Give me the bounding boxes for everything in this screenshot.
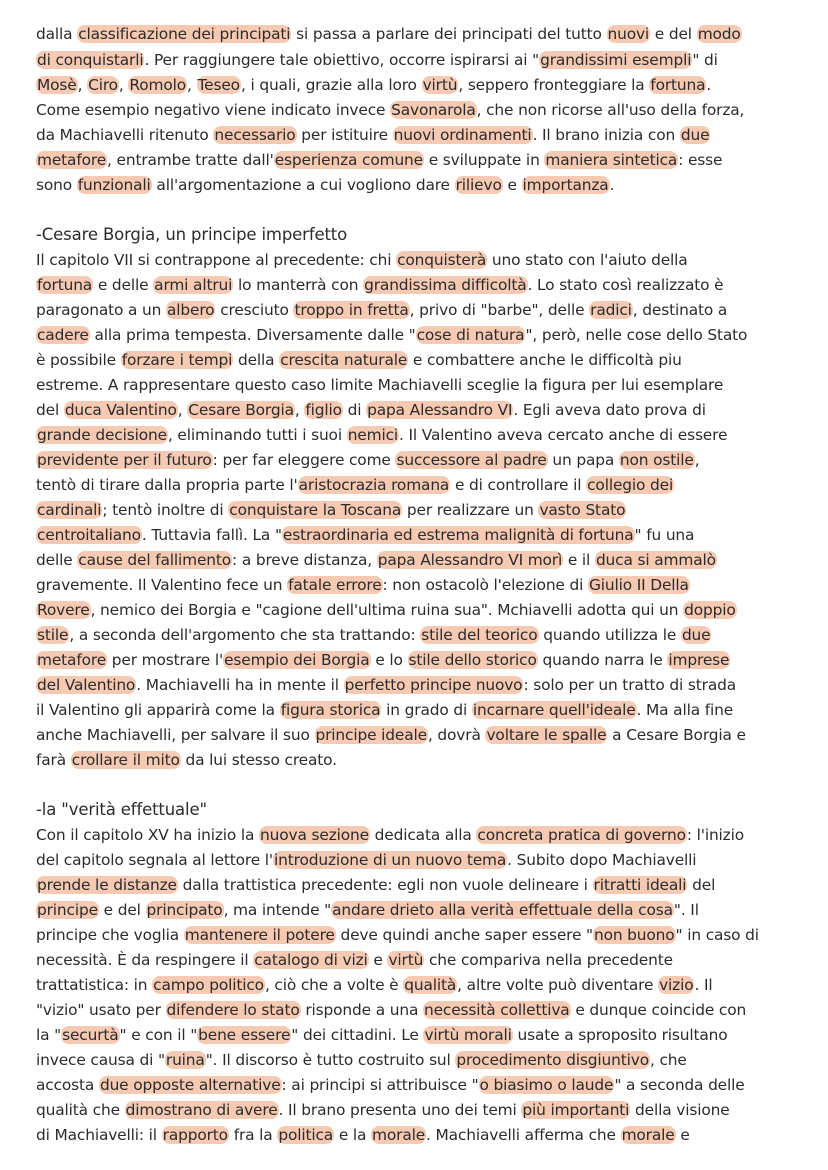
highlighted-keyword: metafore bbox=[37, 651, 107, 669]
highlighted-keyword: vizio bbox=[659, 976, 694, 994]
text-run: , bbox=[294, 401, 305, 419]
highlighted-keyword: mantenere il potere bbox=[184, 926, 335, 944]
text-run: principe che voglia bbox=[36, 926, 184, 944]
highlighted-keyword: esperienza comune bbox=[274, 151, 423, 169]
text-run: della visione bbox=[630, 1101, 730, 1119]
highlighted-keyword: Savonarola bbox=[391, 101, 476, 119]
highlighted-keyword: rilievo bbox=[455, 176, 502, 194]
text-run: : solo per un tratto di strada bbox=[523, 676, 737, 694]
text-run: . bbox=[609, 176, 615, 194]
highlighted-keyword: cause del fallimento bbox=[78, 551, 232, 569]
highlighted-keyword: due opposte alternative bbox=[99, 1076, 281, 1094]
text-line bbox=[36, 323, 747, 347]
highlighted-keyword: cose di natura bbox=[416, 326, 525, 344]
text-line bbox=[36, 923, 759, 947]
text-run: -la "verità effettuale" bbox=[36, 800, 207, 819]
text-line bbox=[36, 498, 626, 522]
text-run: accosta bbox=[36, 1076, 99, 1094]
text-line bbox=[36, 898, 699, 922]
highlighted-keyword: armi altrui bbox=[154, 276, 233, 294]
text-run: . Egli aveva dato prova di bbox=[513, 401, 706, 419]
highlighted-keyword: necessità collettiva bbox=[423, 1001, 570, 1019]
highlighted-keyword: duca si ammalò bbox=[595, 551, 716, 569]
highlighted-keyword: ruina bbox=[165, 1051, 205, 1069]
highlighted-keyword: catalogo di vizi bbox=[254, 951, 368, 969]
text-line bbox=[36, 523, 694, 547]
text-line bbox=[36, 148, 722, 172]
highlighted-keyword: necessario bbox=[214, 126, 296, 144]
highlighted-keyword: esempio dei Borgia bbox=[224, 651, 370, 669]
highlighted-keyword: duca Valentino bbox=[64, 401, 177, 419]
text-line bbox=[36, 273, 723, 297]
highlighted-keyword: stile bbox=[37, 626, 69, 644]
text-line bbox=[36, 948, 673, 972]
highlighted-keyword: virtù morali bbox=[424, 1026, 512, 1044]
highlighted-keyword: nemici bbox=[347, 426, 399, 444]
highlighted-keyword: difendere lo stato bbox=[166, 1001, 300, 1019]
text-run: di bbox=[342, 401, 367, 419]
text-run: cresciuto bbox=[215, 301, 294, 319]
highlighted-keyword: figura storica bbox=[280, 701, 381, 719]
highlighted-keyword: Mosè bbox=[37, 76, 77, 94]
text-run: , nemico dei Borgia e "cagione dell'ultima ruina sua". Mchiavelli adotta qui un bbox=[90, 601, 684, 619]
text-run: , ciò che a volte è bbox=[264, 976, 404, 994]
text-run: , che bbox=[649, 1051, 687, 1069]
text-run: e bbox=[502, 176, 522, 194]
highlighted-keyword: concreta pratica di governo bbox=[477, 826, 686, 844]
text-run: " dei cittadini. Le bbox=[291, 1026, 424, 1044]
text-run: che compariva nella precedente bbox=[424, 951, 673, 969]
highlighted-keyword: modo bbox=[697, 25, 741, 43]
highlighted-keyword: previdente per il futuro bbox=[37, 451, 212, 469]
highlighted-keyword: importanza bbox=[522, 176, 609, 194]
highlighted-keyword: nuova sezione bbox=[260, 826, 369, 844]
text-run: dalla trattistica precedente: egli non vuole delineare i bbox=[177, 876, 593, 894]
text-run: " fu una bbox=[634, 526, 695, 544]
text-run: si passa a parlare dei principati del tutto bbox=[291, 25, 607, 43]
text-run: all'argomentazione a cui vogliono dare bbox=[151, 176, 455, 194]
text-run: Il capitolo VII si contrappone al precedente: chi bbox=[36, 251, 397, 269]
text-run: , dovrà bbox=[427, 726, 486, 744]
text-run: qualità che bbox=[36, 1101, 125, 1119]
text-run: usate a sproposito risultano bbox=[512, 1026, 728, 1044]
highlighted-keyword: principe bbox=[37, 901, 98, 919]
text-run: tentò di tirare dalla propria parte l' bbox=[36, 476, 298, 494]
highlighted-keyword: bene essere bbox=[198, 1026, 291, 1044]
text-run: ". Il discorso è tutto costruito sul bbox=[205, 1051, 456, 1069]
highlighted-keyword: conquisterà bbox=[397, 251, 487, 269]
highlighted-keyword: o biasimo o laude bbox=[479, 1076, 614, 1094]
text-run: e del bbox=[98, 901, 146, 919]
text-line bbox=[36, 48, 718, 72]
text-line bbox=[36, 573, 690, 597]
highlighted-keyword: Rovere bbox=[37, 601, 90, 619]
highlighted-keyword: papa Alessandro VI morì bbox=[377, 551, 563, 569]
text-run: . Lo stato così realizzato è bbox=[527, 276, 724, 294]
highlighted-keyword: non ostile bbox=[619, 451, 694, 469]
highlighted-keyword: conquistare la Toscana bbox=[229, 501, 402, 519]
text-run: "vizio" usato per bbox=[36, 1001, 166, 1019]
highlighted-keyword: figlio bbox=[305, 401, 342, 419]
text-line bbox=[36, 723, 746, 747]
text-line bbox=[36, 973, 712, 997]
text-run: . Il bbox=[694, 976, 713, 994]
text-run: " in caso di bbox=[675, 926, 759, 944]
text-run: la " bbox=[36, 1026, 62, 1044]
highlighted-keyword: nuovi bbox=[607, 25, 650, 43]
text-line bbox=[36, 348, 682, 372]
text-run: ", però, nelle cose dello Stato bbox=[525, 326, 748, 344]
text-run: uno stato con l'aiuto della bbox=[487, 251, 688, 269]
highlighted-keyword: troppo in fretta bbox=[294, 301, 409, 319]
text-run: paragonato a un bbox=[36, 301, 166, 319]
text-run: sono bbox=[36, 176, 77, 194]
text-line bbox=[36, 673, 736, 697]
text-run: , bbox=[694, 451, 700, 469]
highlighted-keyword: metafore bbox=[37, 151, 107, 169]
text-run: Come esempio negativo viene indicato invece bbox=[36, 101, 391, 119]
text-run: e bbox=[368, 951, 388, 969]
highlighted-keyword: Ciro bbox=[88, 76, 118, 94]
text-run: un papa bbox=[547, 451, 619, 469]
text-run: per realizzare un bbox=[402, 501, 539, 519]
text-run: per mostrare l' bbox=[107, 651, 224, 669]
highlighted-keyword: due bbox=[680, 126, 710, 144]
text-line bbox=[36, 423, 727, 447]
text-run: e sviluppate in bbox=[423, 151, 545, 169]
highlighted-keyword: Cesare Borgia bbox=[188, 401, 294, 419]
highlighted-keyword: albero bbox=[167, 301, 215, 319]
highlighted-keyword: voltare le spalle bbox=[486, 726, 607, 744]
text-run: delle bbox=[36, 551, 78, 569]
text-run: estreme. A rappresentare questo caso limite Machiavelli sceglie la figura per lui esemplare bbox=[36, 376, 724, 394]
highlighted-keyword: virtù bbox=[422, 76, 458, 94]
highlighted-keyword: nuovi ordinamenti bbox=[393, 126, 532, 144]
highlighted-keyword: andare drieto alla verità effettuale della cosa bbox=[332, 901, 673, 919]
text-line bbox=[36, 73, 711, 97]
section-heading bbox=[36, 798, 207, 822]
text-line bbox=[36, 1073, 745, 1097]
text-line bbox=[36, 173, 614, 197]
text-run: , bbox=[177, 401, 188, 419]
highlighted-keyword: virtù bbox=[388, 951, 424, 969]
highlighted-keyword: più importanti bbox=[522, 1101, 630, 1119]
text-run: e bbox=[675, 1126, 690, 1144]
text-line bbox=[36, 873, 715, 897]
text-line bbox=[36, 598, 737, 622]
text-run: di Machiavelli: il bbox=[36, 1126, 162, 1144]
text-run: farà bbox=[36, 751, 71, 769]
text-run: . Machiavelli ha in mente il bbox=[136, 676, 344, 694]
text-line bbox=[36, 22, 742, 46]
highlighted-keyword: crollare il mito bbox=[71, 751, 180, 769]
text-run: e di controllare il bbox=[450, 476, 587, 494]
text-run: . Il Valentino aveva cercato anche di essere bbox=[399, 426, 728, 444]
text-line bbox=[36, 448, 699, 472]
text-line bbox=[36, 373, 723, 397]
text-line bbox=[36, 648, 730, 672]
highlighted-keyword: di conquistarli bbox=[37, 51, 144, 69]
highlighted-keyword: grandissima difficoltà bbox=[364, 276, 527, 294]
highlighted-keyword: incarnare quell'ideale bbox=[472, 701, 636, 719]
text-run: -Cesare Borgia, un principe imperfetto bbox=[36, 225, 348, 244]
text-run: . Ma alla fine bbox=[636, 701, 734, 719]
highlighted-keyword: non buono bbox=[593, 926, 675, 944]
text-run: lo manterrà con bbox=[233, 276, 364, 294]
highlighted-keyword: Giulio II Della bbox=[588, 576, 689, 594]
text-line bbox=[36, 998, 746, 1022]
text-run: : a breve distanza, bbox=[232, 551, 377, 569]
text-run: , eliminando tutti i suoi bbox=[167, 426, 347, 444]
text-run: . Il brano inizia con bbox=[532, 126, 680, 144]
text-run: e del bbox=[650, 25, 697, 43]
text-run: ". Il bbox=[673, 901, 699, 919]
text-run: del bbox=[687, 876, 716, 894]
text-run: il Valentino gli apparirà come la bbox=[36, 701, 280, 719]
text-run: : per far eleggere come bbox=[212, 451, 396, 469]
highlighted-keyword: vasto Stato bbox=[539, 501, 626, 519]
text-run: , privo di "barbe", delle bbox=[409, 301, 590, 319]
text-run: del capitolo segnala al lettore l' bbox=[36, 851, 274, 869]
highlighted-keyword: due bbox=[681, 626, 711, 644]
text-run: , altre volte può diventare bbox=[457, 976, 659, 994]
text-run: : non ostacolò l'elezione di bbox=[382, 576, 588, 594]
text-run: " di bbox=[692, 51, 718, 69]
text-run: alla prima tempesta. Diversamente dalle " bbox=[89, 326, 416, 344]
text-run: , ma intende " bbox=[223, 901, 332, 919]
text-run: in grado di bbox=[381, 701, 472, 719]
text-run: quando utilizza le bbox=[538, 626, 681, 644]
text-run: da Machiavelli ritenuto bbox=[36, 126, 214, 144]
highlighted-keyword: politica bbox=[278, 1126, 334, 1144]
highlighted-keyword: centroitaliano bbox=[37, 526, 141, 544]
text-run: anche Machiavelli, per salvare il suo bbox=[36, 726, 315, 744]
text-run: . Tuttavia fallì. La " bbox=[141, 526, 282, 544]
highlighted-keyword: crescita naturale bbox=[280, 351, 408, 369]
text-run: e il bbox=[563, 551, 595, 569]
text-run: : esse bbox=[678, 151, 723, 169]
text-line bbox=[36, 398, 706, 422]
highlighted-keyword: collegio dei bbox=[587, 476, 674, 494]
text-run: , a seconda dell'argomento che sta trattando: bbox=[69, 626, 421, 644]
highlighted-keyword: principe ideale bbox=[315, 726, 427, 744]
text-run: necessità. È da respingere il bbox=[36, 951, 254, 969]
text-run: deve quindi anche saper essere " bbox=[335, 926, 593, 944]
highlighted-keyword: introduzione di un nuovo tema bbox=[274, 851, 507, 869]
text-run: e la bbox=[334, 1126, 372, 1144]
text-line bbox=[36, 1048, 687, 1072]
text-run: da lui stesso creato. bbox=[180, 751, 337, 769]
highlighted-keyword: classificazione dei principati bbox=[78, 25, 291, 43]
text-line bbox=[36, 823, 744, 847]
text-run: , i quali, grazie alla loro bbox=[240, 76, 422, 94]
text-line bbox=[36, 698, 733, 722]
text-run: . Machiavelli afferma che bbox=[426, 1126, 621, 1144]
highlighted-keyword: papa Alessandro VI bbox=[367, 401, 513, 419]
text-run: , bbox=[118, 76, 129, 94]
highlighted-keyword: securtà bbox=[62, 1026, 119, 1044]
text-run: gravemente. Il Valentino fece un bbox=[36, 576, 288, 594]
text-run: , che non ricorse all'uso della forza, bbox=[476, 101, 745, 119]
highlighted-keyword: del Valentino bbox=[37, 676, 136, 694]
highlighted-keyword: rapporto bbox=[162, 1126, 228, 1144]
highlighted-keyword: principato bbox=[146, 901, 223, 919]
text-run: e delle bbox=[93, 276, 154, 294]
highlighted-keyword: aristocrazia romana bbox=[298, 476, 450, 494]
text-run: , bbox=[77, 76, 88, 94]
text-run: , seppero fronteggiare la bbox=[458, 76, 650, 94]
text-run: ; tentò inoltre di bbox=[102, 501, 229, 519]
text-run: quando narra le bbox=[537, 651, 668, 669]
text-run: e combattere anche le difficoltà piu bbox=[408, 351, 682, 369]
highlighted-keyword: funzionali bbox=[77, 176, 151, 194]
text-run: del bbox=[36, 401, 64, 419]
highlighted-keyword: grandissimi esempli bbox=[540, 51, 692, 69]
text-run: dalla bbox=[36, 25, 78, 43]
highlighted-keyword: doppio bbox=[684, 601, 736, 619]
highlighted-keyword: fortuna bbox=[650, 76, 706, 94]
highlighted-keyword: dimostrano di avere bbox=[125, 1101, 278, 1119]
highlighted-keyword: successore al padre bbox=[396, 451, 547, 469]
highlighted-keyword: imprese bbox=[668, 651, 730, 669]
section-heading bbox=[36, 223, 347, 247]
text-line bbox=[36, 1098, 730, 1122]
highlighted-keyword: procedimento disgiuntivo bbox=[456, 1051, 649, 1069]
highlighted-keyword: stile del teorico bbox=[421, 626, 538, 644]
text-run: . Il brano presenta uno dei temi bbox=[278, 1101, 522, 1119]
text-run: fra la bbox=[228, 1126, 278, 1144]
text-line bbox=[36, 123, 710, 147]
text-line bbox=[36, 1023, 728, 1047]
text-line bbox=[36, 248, 688, 272]
text-run: . Per raggiungere tale obiettivo, occorre ispirarsi ai " bbox=[144, 51, 540, 69]
text-run: per istituire bbox=[296, 126, 393, 144]
text-run: a Cesare Borgia e bbox=[607, 726, 746, 744]
highlighted-keyword: campo politico bbox=[153, 976, 264, 994]
text-run: , entrambe tratte dall' bbox=[107, 151, 274, 169]
text-line bbox=[36, 1123, 690, 1147]
text-run: " a seconda delle bbox=[614, 1076, 745, 1094]
text-line bbox=[36, 848, 696, 872]
highlighted-keyword: cardinali bbox=[37, 501, 102, 519]
highlighted-keyword: maniera sintetica bbox=[545, 151, 678, 169]
highlighted-keyword: ritratti ideali bbox=[593, 876, 687, 894]
text-run: . bbox=[706, 76, 712, 94]
highlighted-keyword: grande decisione bbox=[37, 426, 167, 444]
text-line bbox=[36, 623, 711, 647]
highlighted-keyword: morale bbox=[372, 1126, 426, 1144]
text-line bbox=[36, 748, 337, 772]
highlighted-keyword: qualità bbox=[404, 976, 457, 994]
highlighted-keyword: morale bbox=[621, 1126, 675, 1144]
text-line bbox=[36, 548, 717, 572]
highlighted-keyword: stile dello storico bbox=[408, 651, 537, 669]
text-run: : l'inizio bbox=[686, 826, 745, 844]
text-run: della bbox=[233, 351, 280, 369]
text-run: dedicata alla bbox=[369, 826, 477, 844]
text-run: . Subito dopo Machiavelli bbox=[507, 851, 697, 869]
highlighted-keyword: Romolo bbox=[129, 76, 187, 94]
highlighted-keyword: estraordinaria ed estrema malignità di fortuna bbox=[282, 526, 634, 544]
highlighted-keyword: cadere bbox=[37, 326, 89, 344]
highlighted-keyword: fatale errore bbox=[288, 576, 382, 594]
text-line bbox=[36, 98, 744, 122]
text-run: e lo bbox=[370, 651, 408, 669]
highlighted-keyword: prende le distanze bbox=[37, 876, 177, 894]
text-line bbox=[36, 298, 727, 322]
text-run: Con il capitolo XV ha inizio la bbox=[36, 826, 260, 844]
text-run: risponde a una bbox=[300, 1001, 423, 1019]
text-run: e dunque coincide con bbox=[570, 1001, 747, 1019]
text-run: invece causa di " bbox=[36, 1051, 165, 1069]
text-run: " e con il " bbox=[119, 1026, 198, 1044]
text-line bbox=[36, 473, 674, 497]
text-run: , destinato a bbox=[632, 301, 728, 319]
highlighted-keyword: Teseo bbox=[197, 76, 240, 94]
highlighted-keyword: radici bbox=[590, 301, 632, 319]
text-run: , bbox=[187, 76, 197, 94]
text-run: è possibile bbox=[36, 351, 121, 369]
text-run: : ai principi si attribuisce " bbox=[281, 1076, 479, 1094]
highlighted-keyword: perfetto principe nuovo bbox=[344, 676, 523, 694]
highlighted-keyword: fortuna bbox=[37, 276, 93, 294]
text-run: trattatistica: in bbox=[36, 976, 153, 994]
highlighted-keyword: forzare i tempi bbox=[121, 351, 233, 369]
